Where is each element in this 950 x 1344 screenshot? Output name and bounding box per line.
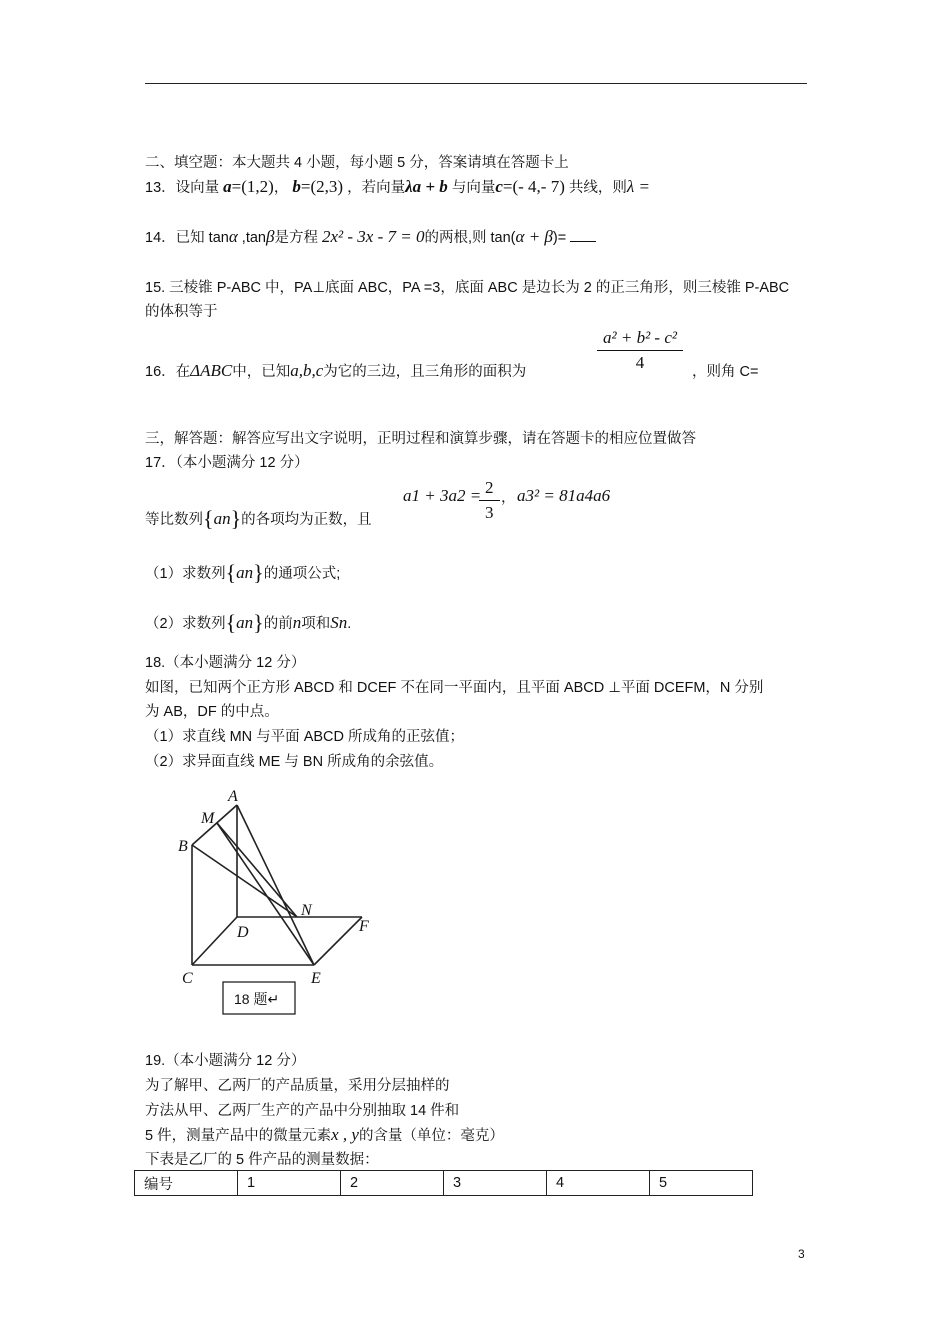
label-m: M — [201, 810, 215, 827]
section3-heading: 三，解答题：解答应写出文字说明，正明过程和演算步骤，请在答题卡的相应位置做答 — [145, 431, 696, 447]
label-n: N — [301, 902, 312, 919]
q19-line4: 下表是乙厂的 5 件产品的测量数据： — [145, 1152, 379, 1168]
figure-caption: 18 题↵ — [234, 991, 280, 1007]
area-fraction: $\frac{\text{a² + b² - c²}}{4}$ — [597, 328, 683, 373]
fraction-two-thirds: $\frac{2}{3}$ — [479, 478, 500, 523]
q17-part2: （2）求数列{an}的前n项和Sn. — [145, 610, 352, 635]
table-cell: 5 — [650, 1171, 753, 1196]
table-cell: 编号 — [135, 1171, 238, 1196]
table-cell: 1 — [238, 1171, 341, 1196]
table-cell: 3 — [444, 1171, 547, 1196]
q19-line3: 5 件，测量产品中的微量元素x , y的含量（单位：毫克） — [145, 1125, 504, 1144]
measurement-table — [134, 1170, 753, 1196]
question-13: 13．设向量 a=(1,2)， b=(2,3) ，若向量λa + b 与向量c=(- 4,- 7) 共线，则λ = — [145, 177, 650, 196]
table-cell: 4 — [547, 1171, 650, 1196]
q19-title: 19.（本小题满分 12 分） — [145, 1053, 306, 1069]
q17-part1: （1）求数列{an}的通项公式; — [145, 560, 341, 585]
question-15-line2: 的体积等于 — [145, 304, 218, 320]
answer-blank — [570, 229, 596, 242]
section2-heading: 二、填空题：本大题共 4 小题，每小题 5 分，答案请填在答题卡上 — [145, 155, 569, 171]
label-f: F — [359, 918, 369, 935]
question-15-line1: 15. 三棱锥 P-ABC 中，PA⊥底面 ABC，PA =3，底面 ABC 是边长为 2 的正三角形，则三棱锥 P-ABC — [145, 280, 790, 296]
label-d: D — [237, 924, 249, 941]
label-e: E — [311, 970, 321, 987]
q18-line2: 为 AB，DF 的中点。 — [145, 704, 279, 720]
figure-lines — [192, 805, 362, 965]
label-b: B — [178, 838, 188, 855]
label-c: C — [182, 970, 193, 987]
top-rule — [145, 83, 807, 84]
page-number: 3 — [798, 1247, 805, 1261]
q19-line1: 为了解甲、乙两厂的产品质量，采用分层抽样的 — [145, 1078, 450, 1094]
q17-statement: 等比数列{an}的各项均为正数，且 a1 + 3a2 = $\frac{2}{3}$ ， a3² = 81a4a6 — [145, 478, 611, 531]
q19-line2: 方法从甲、乙两厂生产的产品中分别抽取 14 件和 — [145, 1103, 460, 1119]
table-cell: 2 — [341, 1171, 444, 1196]
question-14: 14．已知 tanα ,tanβ是方程 2x² - 3x - 7 = 0的两根,则 tan(α + β)= — [145, 226, 596, 247]
q18-part1: （1）求直线 MN 与平面 ABCD 所成角的正弦值； — [145, 729, 465, 745]
q18-title: 18.（本小题满分 12 分） — [145, 655, 306, 671]
q17-title: 17．（本小题满分 12 分） — [145, 455, 309, 471]
figure-18 — [145, 785, 385, 1025]
label-a: A — [228, 788, 238, 805]
q18-part2: （2）求异面直线 ME 与 BN 所成角的余弦值。 — [145, 754, 444, 770]
table-row — [135, 1171, 753, 1196]
q18-line1: 如图，已知两个正方形 ABCD 和 DCEF 不在同一平面内，且平面 ABCD ⊥平面 DCEFM，N 分别 — [145, 680, 764, 696]
